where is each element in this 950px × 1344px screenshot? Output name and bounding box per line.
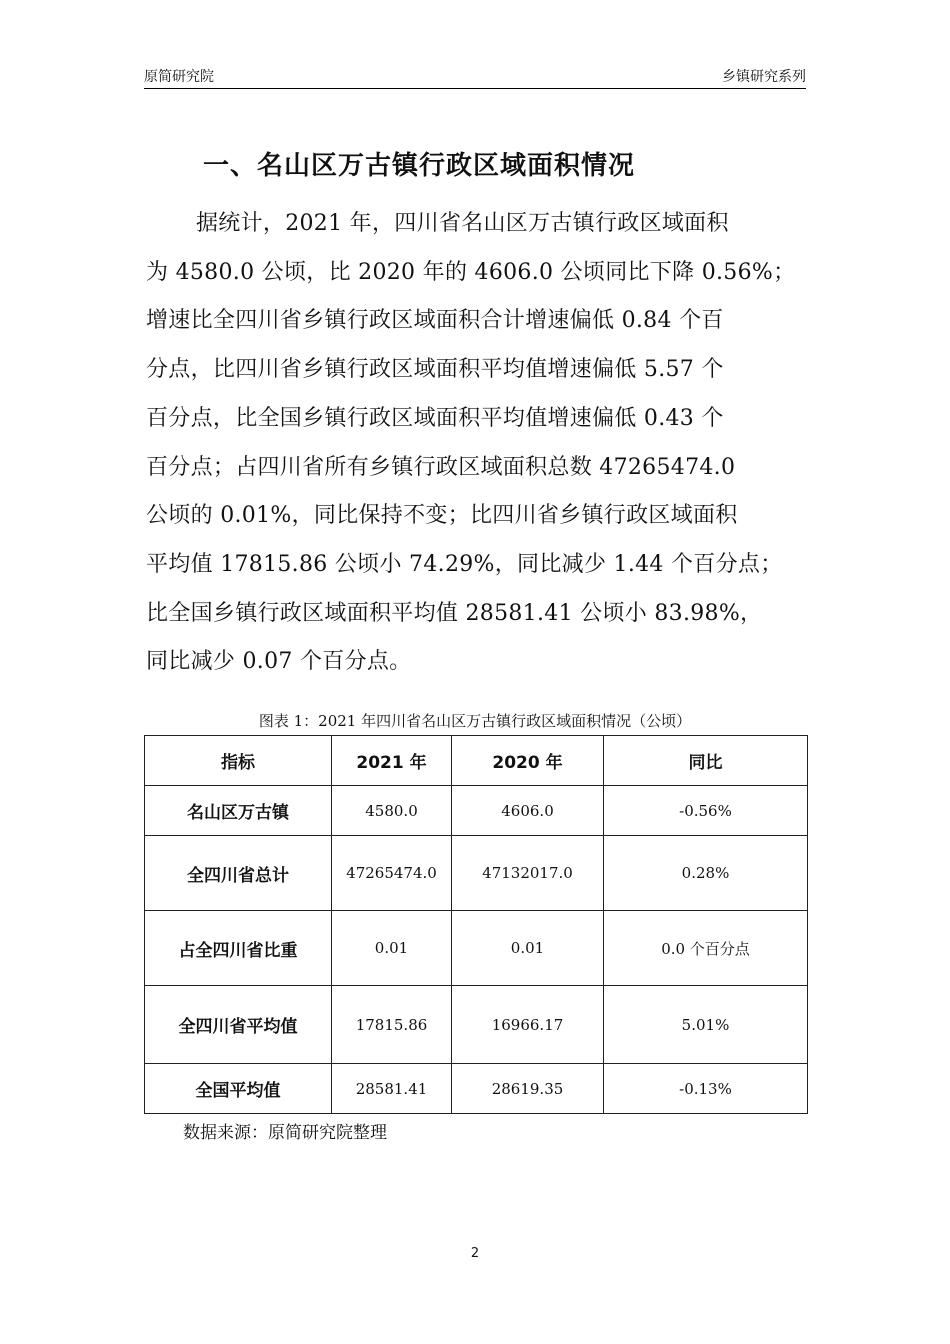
paragraph-line: 公顷的 0.01%，同比保持不变；比四川省乡镇行政区域面积: [146, 503, 738, 529]
row-label: 全国平均值: [145, 1064, 332, 1114]
table-cell: 5.01%: [604, 986, 808, 1064]
paragraph-line: 平均值 17815.86 公顷小 74.29%，同比减少 1.44 个百分点；: [146, 551, 783, 577]
table-cell: 28581.41: [332, 1064, 452, 1114]
row-label: 全四川省平均值: [145, 986, 332, 1064]
table-cell: 28619.35: [452, 1064, 604, 1114]
table-row: [145, 911, 808, 986]
section-title: 一、名山区万古镇行政区域面积情况: [203, 151, 636, 181]
header-divider: [144, 88, 806, 89]
header-org-name: 原简研究院: [144, 69, 214, 85]
paragraph-line: 增速比全四川省乡镇行政区域面积合计增速偏低 0.84 个百: [146, 308, 724, 334]
table-row: [145, 986, 808, 1064]
paragraph-line: 分点，比四川省乡镇行政区域面积平均值增速偏低 5.57 个: [146, 357, 724, 383]
table-row: [145, 786, 808, 836]
row-label: 全四川省总计: [145, 836, 332, 911]
table-cell: 47132017.0: [452, 836, 604, 911]
paragraph-line: 据统计，2021 年，四川省名山区万古镇行政区域面积: [196, 211, 729, 236]
table-cell: 0.01: [332, 911, 452, 986]
table-cell: 17815.86: [332, 986, 452, 1064]
table-cell: 47265474.0: [332, 836, 452, 911]
column-header: 2020 年: [452, 736, 604, 786]
paragraph-line: 比全国乡镇行政区域面积平均值 28581.41 公顷小 83.98%，: [146, 600, 763, 626]
table-cell: 16966.17: [452, 986, 604, 1064]
table-row: [145, 1064, 808, 1114]
table-header-row: [145, 736, 808, 786]
table-cell: 4606.0: [452, 786, 604, 836]
data-source-note: 数据来源：原简研究院整理: [183, 1123, 387, 1143]
column-header: 指标: [145, 736, 332, 786]
table-cell: 0.01: [452, 911, 604, 986]
paragraph-line: 百分点，比全国乡镇行政区域面积平均值增速偏低 0.43 个: [146, 405, 724, 431]
table-cell: -0.56%: [604, 786, 808, 836]
table-cell: -0.13%: [604, 1064, 808, 1114]
body-paragraph: [146, 200, 816, 687]
page-number: 2: [470, 1246, 480, 1261]
table-cell: 4580.0: [332, 786, 452, 836]
paragraph-line: 同比减少 0.07 个百分点。: [146, 649, 412, 675]
column-header: 同比: [604, 736, 808, 786]
paragraph-line: 为 4580.0 公顷，比 2020 年的 4606.0 公顷同比下降 0.56%；: [146, 259, 796, 285]
row-label: 占全四川省比重: [145, 911, 332, 986]
paragraph-line: 百分点；占四川省所有乡镇行政区域面积总数 47265474.0: [146, 454, 736, 480]
area-data-table: [144, 735, 808, 1114]
table-row: [145, 836, 808, 911]
table-caption: 图表 1：2021 年四川省名山区万古镇行政区域面积情况（公顷）: [258, 712, 692, 730]
column-header: 2021 年: [332, 736, 452, 786]
row-label: 名山区万古镇: [145, 786, 332, 836]
table-cell: 0.28%: [604, 836, 808, 911]
table-cell: 0.0 个百分点: [604, 911, 808, 986]
header-series-name: 乡镇研究系列: [722, 69, 806, 85]
